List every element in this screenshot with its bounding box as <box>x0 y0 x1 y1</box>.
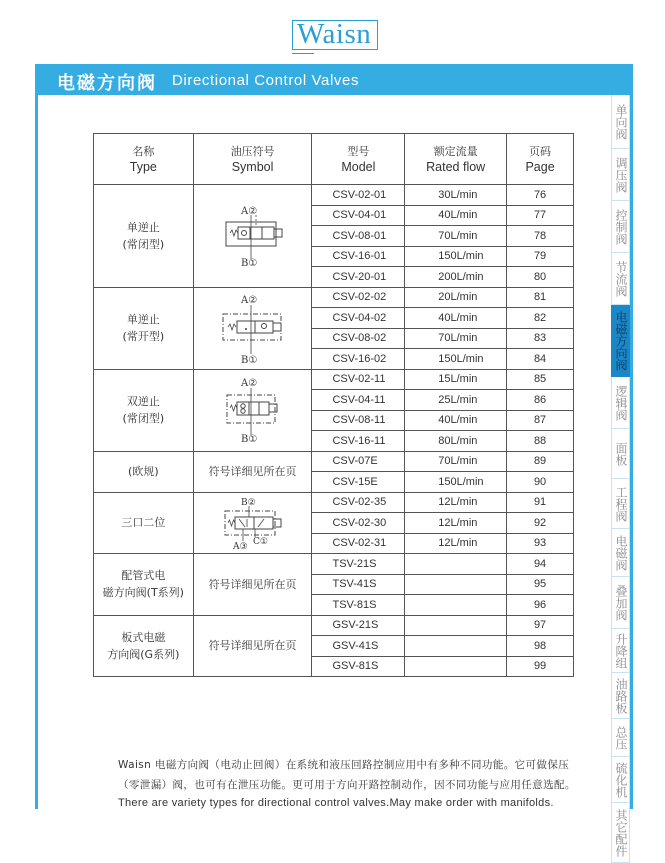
model-cell: CSV-02-31 <box>312 533 405 554</box>
flow-cell <box>405 595 507 616</box>
svg-text:B②: B② <box>240 497 256 508</box>
svg-text:B①: B① <box>240 434 257 445</box>
flow-cell: 70L/min <box>405 328 507 349</box>
flow-cell <box>405 656 507 677</box>
symbol-cell <box>193 185 312 288</box>
model-cell: CSV-02-02 <box>312 287 405 308</box>
page-cell: 82 <box>507 308 574 329</box>
model-cell: GSV-41S <box>312 636 405 657</box>
page-cell: 83 <box>507 328 574 349</box>
side-tab-label: 油路板 <box>614 677 628 714</box>
model-cell: CSV-16-01 <box>312 246 405 267</box>
model-cell: CSV-15E <box>312 472 405 493</box>
section-title-en: Directional Control Valves <box>172 72 360 89</box>
model-cell: GSV-21S <box>312 615 405 636</box>
model-cell: TSV-21S <box>312 554 405 575</box>
type-cell: 双逆止 (常闭型) <box>94 369 194 451</box>
symbol-cell <box>193 287 312 369</box>
side-tab-pressure-valve[interactable] <box>611 149 630 201</box>
side-tab-label: 逻辑阀 <box>614 384 628 421</box>
page-cell: 90 <box>507 472 574 493</box>
page-cell: 99 <box>507 656 574 677</box>
side-tab-lift-group[interactable] <box>611 629 630 673</box>
side-tab-label: 其它配件 <box>614 808 628 857</box>
svg-text:A②: A② <box>240 378 257 389</box>
page-cell: 76 <box>507 185 574 206</box>
svg-text:A②: A② <box>240 295 257 306</box>
side-tab-label: 调压阀 <box>614 156 628 193</box>
single-check-nc-symbol-icon <box>213 203 293 269</box>
page-cell: 94 <box>507 554 574 575</box>
side-tab-logic-valve[interactable] <box>611 377 630 429</box>
model-cell: TSV-41S <box>312 574 405 595</box>
page-cell: 98 <box>507 636 574 657</box>
table-row <box>94 369 574 390</box>
flow-cell: 40L/min <box>405 308 507 329</box>
model-cell: CSV-16-02 <box>312 349 405 370</box>
page-cell: 77 <box>507 205 574 226</box>
side-tab-panel[interactable] <box>611 429 630 479</box>
logo-text: Waisn <box>297 18 372 50</box>
description-en: There are variety types for directional control valves.May make order with manifolds. <box>118 797 554 809</box>
flow-cell: 150L/min <box>405 246 507 267</box>
page-cell: 97 <box>507 615 574 636</box>
flow-cell: 20L/min <box>405 287 507 308</box>
page-cell: 96 <box>507 595 574 616</box>
symbol-note-cell: 符号详细见所在页 <box>193 554 312 616</box>
page-cell: 79 <box>507 246 574 267</box>
symbol-note-cell: 符号详细见所在页 <box>193 615 312 677</box>
description-cn-line2: （零泄漏）阀，也可有在泄压功能。更可用于方向开路控制动作，因不同功能与应用任意选配。 <box>118 779 576 791</box>
header-model: 型号 Model <box>312 134 405 185</box>
side-tab-manifold[interactable] <box>611 673 630 719</box>
page-cell: 92 <box>507 513 574 534</box>
flow-cell: 150L/min <box>405 472 507 493</box>
table-row <box>94 451 574 472</box>
svg-text:B①: B① <box>240 257 257 269</box>
logo-underline <box>292 50 314 54</box>
three-way-two-position-symbol-icon <box>213 495 293 551</box>
side-tab-solenoid-valve[interactable] <box>611 529 630 577</box>
model-cell: CSV-07E <box>312 451 405 472</box>
side-tab-control-valve[interactable] <box>611 201 630 253</box>
flow-cell: 40L/min <box>405 410 507 431</box>
single-check-no-symbol-icon <box>213 290 293 366</box>
side-tab-engineering-valve[interactable] <box>611 479 630 529</box>
type-cell: (欧规) <box>94 451 194 492</box>
model-cell: CSV-16-11 <box>312 431 405 452</box>
flow-cell <box>405 615 507 636</box>
side-tab-label: 控制阀 <box>614 208 628 245</box>
side-tab-label: 硫化机 <box>614 761 628 798</box>
model-cell: CSV-04-01 <box>312 205 405 226</box>
page-cell: 87 <box>507 410 574 431</box>
flow-cell: 70L/min <box>405 226 507 247</box>
symbol-cell <box>193 369 312 451</box>
flow-cell: 12L/min <box>405 513 507 534</box>
flow-cell <box>405 554 507 575</box>
model-cell: CSV-08-02 <box>312 328 405 349</box>
flow-cell <box>405 574 507 595</box>
table-header-row <box>94 134 574 185</box>
flow-cell: 150L/min <box>405 349 507 370</box>
header-symbol: 油压符号 Symbol <box>193 134 312 185</box>
model-cell: CSV-02-30 <box>312 513 405 534</box>
model-cell: TSV-81S <box>312 595 405 616</box>
model-cell: CSV-02-11 <box>312 369 405 390</box>
side-tab-other-parts[interactable] <box>611 803 630 863</box>
page-cell: 80 <box>507 267 574 288</box>
type-cell: 板式电磁 方向阀(G系列) <box>94 615 194 677</box>
side-tab-label: 工程阀 <box>614 485 628 522</box>
type-cell: 三口二位 <box>94 492 194 554</box>
table-row <box>94 554 574 575</box>
type-cell: 单逆止 (常开型) <box>94 287 194 369</box>
model-cell: CSV-04-02 <box>312 308 405 329</box>
page-cell: 78 <box>507 226 574 247</box>
model-cell: CSV-08-11 <box>312 410 405 431</box>
side-tab-label: 电磁阀 <box>614 534 628 571</box>
page-cell: 93 <box>507 533 574 554</box>
page-cell: 89 <box>507 451 574 472</box>
type-cell: 单逆止 (常闭型) <box>94 185 194 288</box>
model-cell: CSV-08-01 <box>312 226 405 247</box>
side-tab-throttle-valve[interactable] <box>611 253 630 305</box>
side-tab-check-valve[interactable] <box>611 95 630 149</box>
header-page: 页码 Page <box>507 134 574 185</box>
page-cell: 85 <box>507 369 574 390</box>
page-cell: 88 <box>507 431 574 452</box>
side-tab-directional-valve[interactable] <box>611 305 630 377</box>
side-tab-label: 升降组 <box>614 632 628 669</box>
frame-right-border <box>630 95 633 809</box>
side-tab-label: 总压 <box>614 725 628 750</box>
flow-cell: 25L/min <box>405 390 507 411</box>
model-cell: CSV-02-01 <box>312 185 405 206</box>
frame-left-border <box>35 95 38 809</box>
section-header-bar <box>35 64 633 95</box>
symbol-cell <box>193 492 312 554</box>
description-cn-line1: Waisn 电磁方向阀（电动止回阀）在系统和液压回路控制应用中有多种不同功能。它可做保压 <box>118 759 570 771</box>
model-cell: CSV-02-35 <box>312 492 405 513</box>
svg-text:B①: B① <box>240 355 257 366</box>
page-cell: 81 <box>507 287 574 308</box>
svg-text:A③: A③ <box>232 541 248 551</box>
svg-text:C①: C① <box>252 536 268 547</box>
flow-cell: 30L/min <box>405 185 507 206</box>
side-tab-modular-valve[interactable] <box>611 577 630 629</box>
table-row <box>94 287 574 308</box>
side-tab-label: 电磁方向阀 <box>614 310 628 371</box>
side-tab-label: 面板 <box>614 441 628 466</box>
table-row <box>94 492 574 513</box>
side-tab-total-pressure[interactable] <box>611 719 630 757</box>
flow-cell: 15L/min <box>405 369 507 390</box>
side-tab-vulcanizer[interactable] <box>611 757 630 803</box>
double-check-nc-symbol-icon <box>213 375 293 445</box>
type-cell: 配管式电 磁方向阀(T系列) <box>94 554 194 616</box>
valve-spec-table <box>93 133 574 677</box>
flow-cell <box>405 636 507 657</box>
flow-cell: 12L/min <box>405 533 507 554</box>
header-type: 名称 Type <box>94 134 194 185</box>
waisn-logo <box>292 20 378 50</box>
side-category-tabs <box>611 95 630 863</box>
page-cell: 84 <box>507 349 574 370</box>
flow-cell: 200L/min <box>405 267 507 288</box>
table-row <box>94 185 574 206</box>
model-cell: CSV-04-11 <box>312 390 405 411</box>
page-cell: 91 <box>507 492 574 513</box>
flow-cell: 12L/min <box>405 492 507 513</box>
flow-cell: 70L/min <box>405 451 507 472</box>
page-cell: 95 <box>507 574 574 595</box>
section-title-cn: 电磁方向阀 <box>57 73 157 94</box>
flow-cell: 40L/min <box>405 205 507 226</box>
header-rated-flow: 额定流量 Rated flow <box>405 134 507 185</box>
side-tab-label: 叠加阀 <box>614 584 628 621</box>
svg-text:A②: A② <box>240 205 257 217</box>
model-cell: CSV-20-01 <box>312 267 405 288</box>
side-tab-label: 单向阀 <box>614 103 628 140</box>
flow-cell: 80L/min <box>405 431 507 452</box>
table-row <box>94 615 574 636</box>
model-cell: GSV-81S <box>312 656 405 677</box>
symbol-note-cell: 符号详细见所在页 <box>193 451 312 492</box>
page-cell: 86 <box>507 390 574 411</box>
side-tab-label: 节流阀 <box>614 260 628 297</box>
